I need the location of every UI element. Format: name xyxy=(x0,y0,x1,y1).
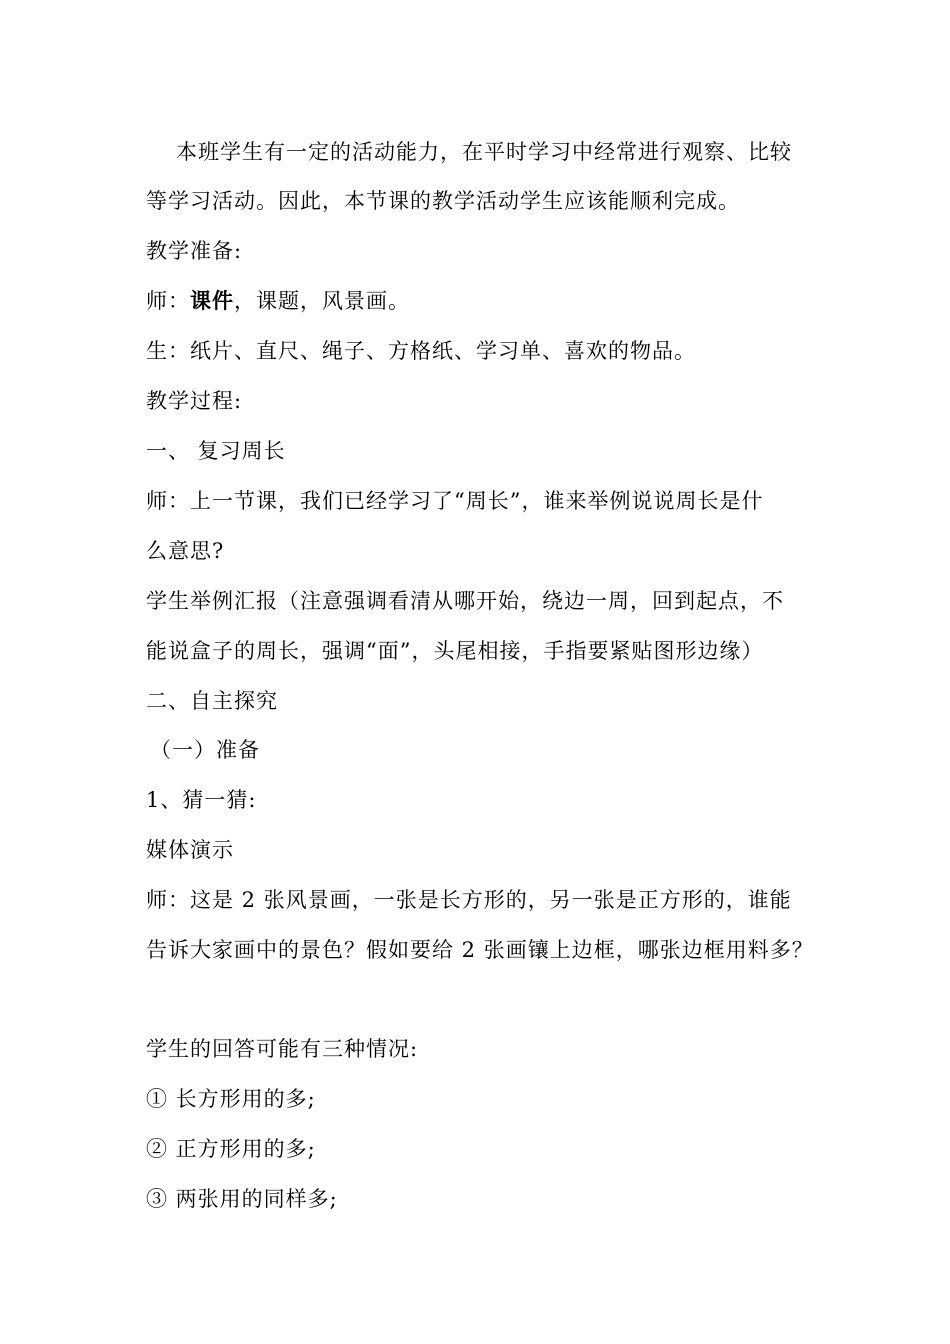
heading-teaching-preparation: 教学准备: xyxy=(146,239,243,263)
section-independent-exploration: 二、自主探究 xyxy=(146,689,278,713)
teacher-landscape-line-1: 师：这是 2 张风景画，一张是长方形的，另一张是正方形的，谁能 xyxy=(146,888,792,912)
subsection-preparation: （一）准备 xyxy=(150,738,260,762)
student-answers-intro: 学生的回答可能有三种情况: xyxy=(146,1037,419,1061)
paragraph-line-1: 本班学生有一定的活动能力，在平时学习中经常进行观察、比较 xyxy=(176,140,792,164)
teacher-materials-rest: ，课题，风景画。 xyxy=(234,289,410,313)
teacher-landscape-line-2: 告诉大家画中的景色？假如要给 2 张画镶上边框，哪张边框用料多？ xyxy=(146,938,814,962)
answer-option-1: ① 长方形用的多; xyxy=(146,1087,316,1111)
answer-option-3: ③ 两张用的同样多; xyxy=(146,1187,338,1211)
teacher-prefix: 师： xyxy=(146,289,190,313)
answer-option-2: ② 正方形用的多; xyxy=(146,1137,316,1161)
media-demo-line: 媒体演示 xyxy=(146,838,234,862)
student-report-line-2: 能说盒子的周长，强调“面”，头尾相接，手指要紧贴图形边缘） xyxy=(146,639,764,663)
student-report-line-1: 学生举例汇报（注意强调看清从哪开始，绕边一周，回到起点，不 xyxy=(146,589,784,613)
teacher-materials-line xyxy=(146,287,410,315)
section-review-perimeter: 一、 复习周长 xyxy=(146,439,286,463)
heading-teaching-process: 教学过程: xyxy=(146,389,243,413)
teacher-question-line-1: 师：上一节课，我们已经学习了“周长”，谁来举例说说周长是什 xyxy=(146,489,764,513)
courseware-bold: 课件 xyxy=(190,288,234,313)
teacher-question-line-2: 么意思? xyxy=(146,539,225,563)
item-guess: 1、猜一猜: xyxy=(146,788,257,812)
paragraph-line-2: 等学习活动。因此，本节课的教学活动学生应该能顺利完成。 xyxy=(146,189,740,213)
student-materials-line: 生：纸片、直尺、绳子、方格纸、学习单、喜欢的物品。 xyxy=(146,339,696,363)
